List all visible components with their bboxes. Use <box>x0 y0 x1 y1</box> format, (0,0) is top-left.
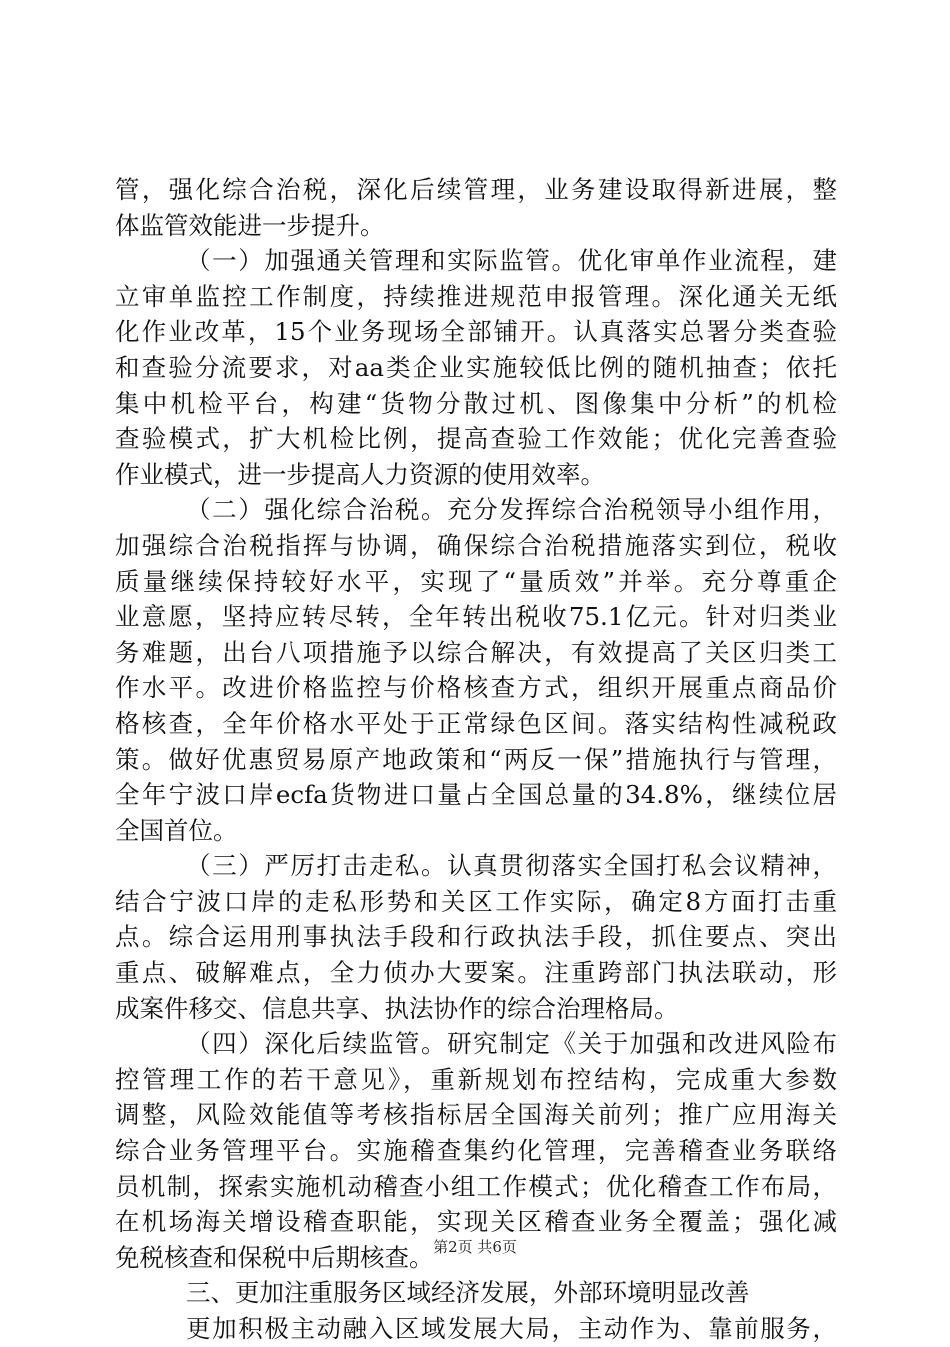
document-body <box>115 172 837 1347</box>
text-line: 查验模式，扩大机检比例，提高查验工作效能；优化完善查验 <box>115 424 837 454</box>
text-line: （一）加强通关管理和实际监管。优化审单作业流程，建 <box>186 246 837 276</box>
text-line: 员机制，探索实施机动稽查小组工作模式；优化稽查工作布局， <box>115 1171 837 1201</box>
text-line: 综合业务管理平台。实施稽查集约化管理，完善稽查业务联络 <box>115 1136 837 1166</box>
text-line: 集中机检平台，构建“货物分散过机、图像集中分析”的机检 <box>115 388 837 418</box>
text-line: （三）严厉打击走私。认真贯彻落实全国打私会议精神， <box>186 851 837 881</box>
text-line: 务难题，出台八项措施予以综合解决，有效提高了关区归类工 <box>115 637 837 667</box>
text-line: 控管理工作的若干意见》，重新规划布控结构，完成重大参数 <box>115 1064 837 1094</box>
text-line: 免税核查和保税中后期核查。 <box>115 1242 434 1272</box>
text-line: 管，强化综合治税，深化后续管理，业务建设取得新进展，整 <box>115 175 837 204</box>
text-line: 更加积极主动融入区域发展大局，主动作为、靠前服务， <box>186 1314 837 1343</box>
text-line: 作业模式，进一步提高人力资源的使用效率。 <box>115 459 605 489</box>
text-line: 三、更加注重服务区域经济发展，外部环境明显改善 <box>186 1278 750 1308</box>
text-line: （二）强化综合治税。充分发挥综合治税领导小组作用， <box>186 495 837 525</box>
text-line: 策。做好优惠贸易原产地政策和“两反一保”措施执行与管理， <box>115 744 837 774</box>
text-line: 结合宁波口岸的走私形势和关区工作实际，确定8方面打击重 <box>115 886 837 916</box>
text-line: 化作业改革，15个业务现场全部铺开。认真落实总署分类查验 <box>115 317 837 347</box>
text-line: 加强综合治税指挥与协调，确保综合治税措施落实到位，税收 <box>115 530 837 560</box>
text-line: 在机场海关增设稽查职能，实现关区稽查业务全覆盖；强化减 <box>115 1207 837 1237</box>
text-line: 体监管效能进一步提升。 <box>115 210 385 240</box>
text-line: 格核查，全年价格水平处于正常绿色区间。落实结构性减税政 <box>115 708 837 738</box>
text-line: 质量继续保持较好水平，实现了“量质效”并举。充分尊重企 <box>115 566 837 596</box>
text-line: 全年宁波口岸ecfa货物进口量占全国总量的34.8%，继续位居 <box>115 780 837 810</box>
text-line: 业意愿，坚持应转尽转，全年转出税收75.1亿元。针对归类业 <box>115 602 837 632</box>
text-line: 成案件移交、信息共享、执法协作的综合治理格局。 <box>115 993 679 1023</box>
text-line: 调整，风险效能值等考核指标居全国海关前列；推广应用海关 <box>115 1100 837 1130</box>
page-footer: 第2页 共6页 <box>433 1238 517 1256</box>
text-line: （四）深化后续监管。研究制定《关于加强和改进风险布 <box>186 1029 837 1059</box>
text-line: 和查验分流要求，对aa类企业实施较低比例的随机抽查；依托 <box>115 352 837 382</box>
text-line: 全国首位。 <box>115 815 238 845</box>
text-line: 点。综合运用刑事执法手段和行政执法手段，抓住要点、突出 <box>115 922 837 952</box>
text-line: 作水平。改进价格监控与价格核查方式，组织开展重点商品价 <box>115 673 837 703</box>
text-line: 立审单监控工作制度，持续推进规范申报管理。深化通关无纸 <box>115 281 837 311</box>
text-line: 重点、破解难点，全力侦办大要案。注重跨部门执法联动，形 <box>115 958 837 988</box>
